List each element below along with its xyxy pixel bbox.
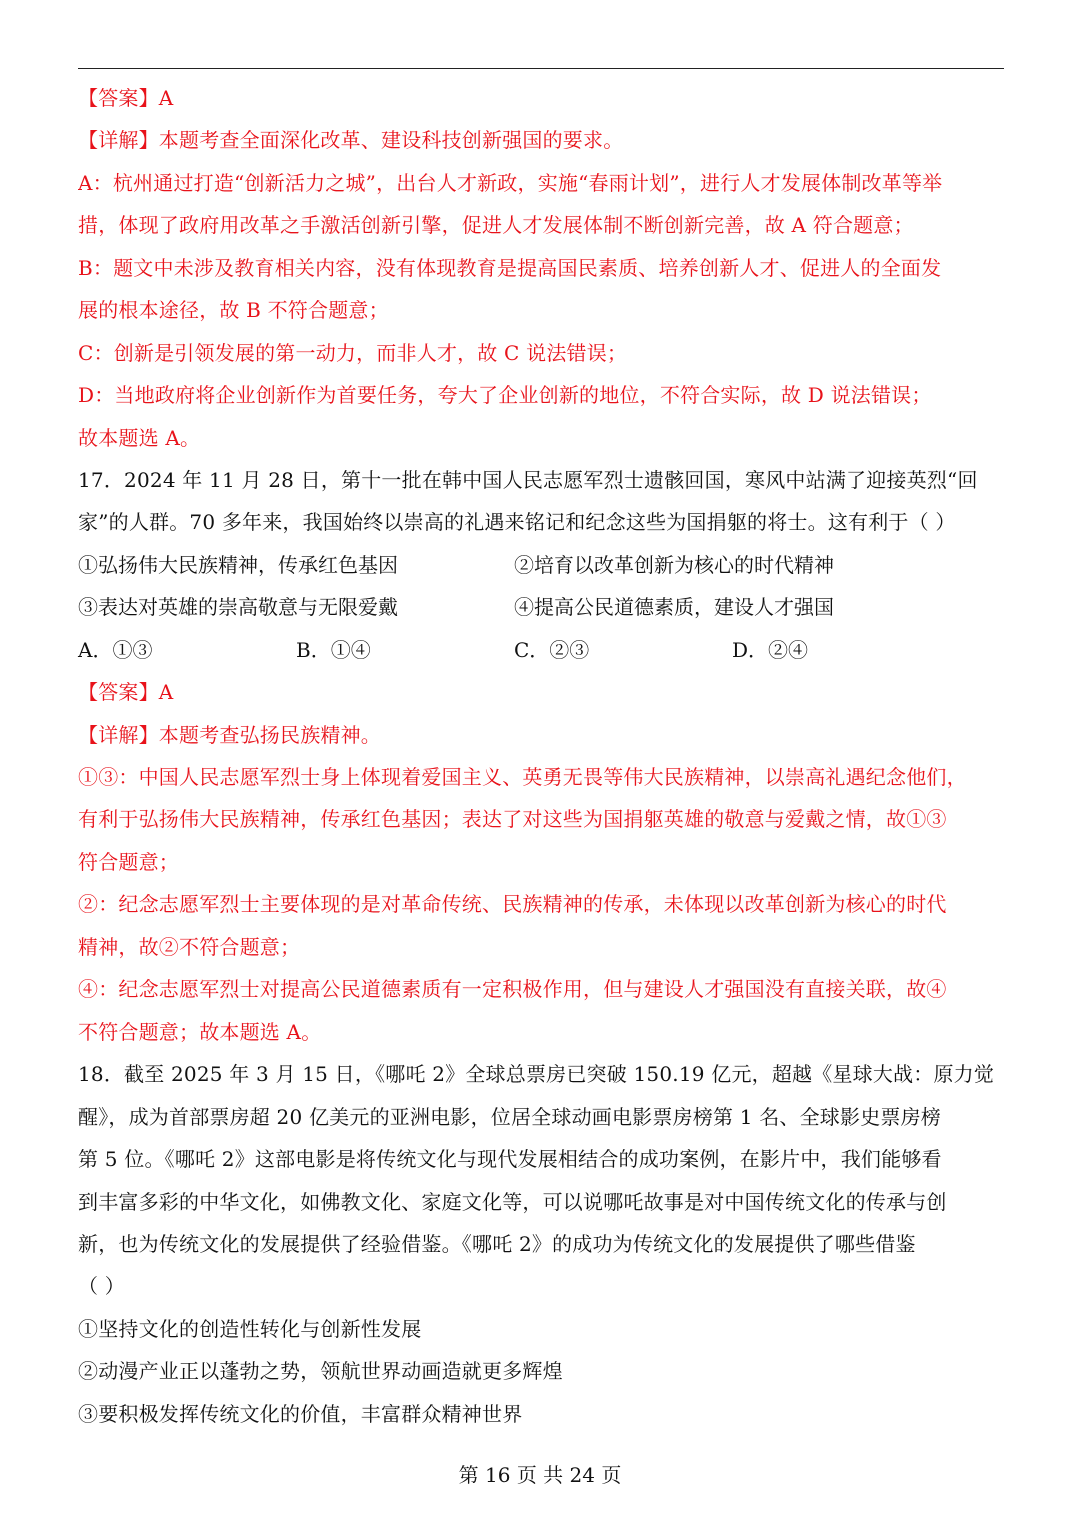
q16-answer: 【答案】A [78, 86, 174, 110]
q17-choice-c: C．②③ [514, 638, 590, 662]
q16-detail: 【详解】本题考查全面深化改革、建设科技创新强国的要求。 [78, 128, 624, 152]
q17-item-1: ①弘扬伟大民族精神，传承红色基因 [78, 553, 398, 577]
q17-item-3: ③表达对英雄的崇高敬意与无限爱戴 [78, 595, 398, 619]
q17-choice-b: B．①④ [296, 638, 371, 662]
q16-explain-b-1: B：题文中未涉及教育相关内容，没有体现教育是提高国民素质、培养创新人才、促进人的全面发 [78, 256, 942, 280]
q17-explain-4-2: 不符合题意；故本题选 A。 [78, 1020, 322, 1044]
header-rule [78, 68, 1004, 69]
q17-explain-13-3: 符合题意； [78, 850, 179, 874]
q18-item-1: ①坚持文化的创造性转化与创新性发展 [78, 1317, 422, 1341]
q18-stem-2: 醒》，成为首部票房超 20 亿美元的亚洲电影，位居全球动画电影票房榜第 1 名、全球影史票房榜 [78, 1105, 942, 1129]
q16-explain-a-1: A：杭州通过打造“创新活力之城”，出台人才新政，实施“春雨计划”，进行人才发展体制改革等举 [78, 171, 943, 195]
q17-explain-13-2: 有利于弘扬伟大民族精神，传承红色基因；表达了对这些为国捐躯英雄的敬意与爱戴之情，故①③ [78, 807, 947, 831]
q17-detail: 【详解】本题考查弘扬民族精神。 [78, 723, 381, 747]
q18-stem-3: 第 5 位。《哪吒 2》这部电影是将传统文化与现代发展相结合的成功案例，在影片中，我们能够看 [78, 1147, 942, 1171]
q18-item-2: ②动漫产业正以蓬勃之势，领航世界动画造就更多辉煌 [78, 1359, 563, 1383]
q17-item-2: ②培育以改革创新为核心的时代精神 [514, 553, 834, 577]
q18-stem-4: 到丰富多彩的中华文化，如佛教文化、家庭文化等，可以说哪吒故事是对中国传统文化的传承与创 [78, 1190, 947, 1214]
q17-explain-2-1: ②：纪念志愿军烈士主要体现的是对革命传统、民族精神的传承，未体现以改革创新为核心的时代 [78, 892, 947, 916]
q17-stem-1: 17．2024 年 11 月 28 日，第十一批在韩中国人民志愿军烈士遗骸回国，寒风中站满了迎接英烈“回 [78, 468, 978, 492]
q18-item-3: ③要积极发挥传统文化的价值，丰富群众精神世界 [78, 1402, 523, 1426]
q17-choice-a: A．①③ [78, 638, 153, 662]
q17-stem-2: 家”的人群。70 多年来，我国始终以崇高的礼遇来铭记和纪念这些为国捐躯的将士。这有利于（ ） [78, 510, 956, 534]
q17-explain-13-1: ①③：中国人民志愿军烈士身上体现着爱国主义、英勇无畏等伟大民族精神，以崇高礼遇纪念他们， [78, 765, 967, 789]
q16-explain-c: C：创新是引领发展的第一动力，而非人才，故 C 说法错误； [78, 341, 628, 365]
q17-item-4: ④提高公民道德素质，建设人才强国 [514, 595, 834, 619]
q17-answer: 【答案】A [78, 680, 174, 704]
q17-choice-d: D．②④ [732, 638, 809, 662]
q17-explain-4-1: ④：纪念志愿军烈士对提高公民道德素质有一定积极作用，但与建设人才强国没有直接关联，故④ [78, 977, 947, 1001]
q18-stem-1: 18．截至 2025 年 3 月 15 日，《哪吒 2》全球总票房已突破 150.19 亿元，超越《星球大战：原力觉 [78, 1062, 995, 1086]
q16-explain-a-2: 措，体现了政府用改革之手激活创新引擎，促进人才发展体制不断创新完善，故 A 符合题意； [78, 213, 914, 237]
q16-conclusion: 故本题选 A。 [78, 426, 201, 450]
page-footer: 第 16 页 共 24 页 [458, 1463, 622, 1487]
q18-stem-5: 新，也为传统文化的发展提供了经验借鉴。《哪吒 2》的成功为传统文化的发展提供了哪些借鉴 [78, 1232, 916, 1256]
q17-explain-2-2: 精神，故②不符合题意； [78, 935, 301, 959]
q16-explain-d: D：当地政府将企业创新作为首要任务，夸大了企业创新的地位，不符合实际，故 D 说法错误； [78, 383, 932, 407]
q16-explain-b-2: 展的根本途径，故 B 不符合题意； [78, 298, 389, 322]
q18-answer-blank: （ ） [78, 1274, 125, 1298]
